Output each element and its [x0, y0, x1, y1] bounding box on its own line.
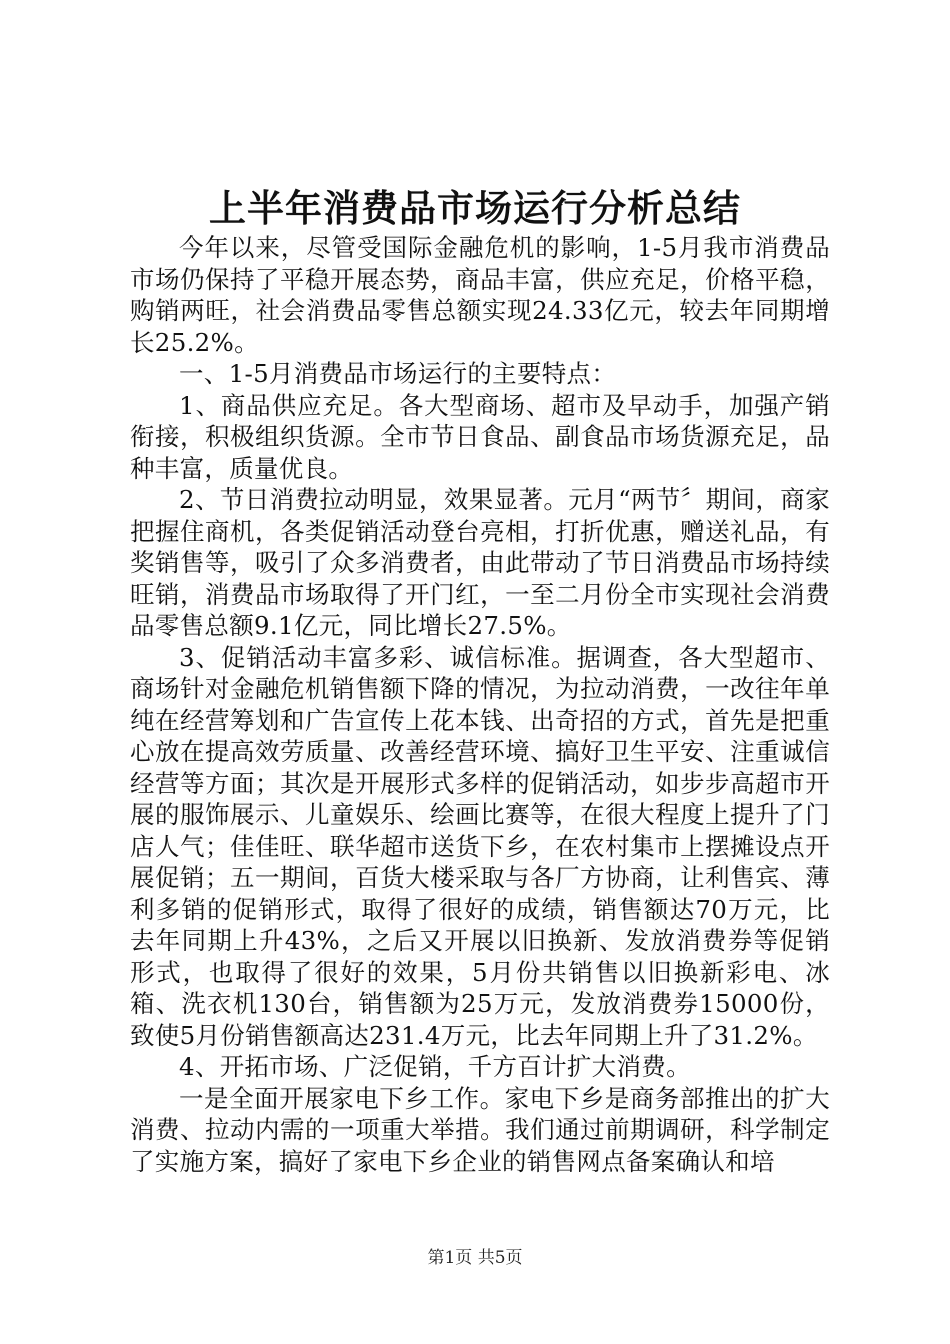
paragraph-section-heading: 一、1-5月消费品市场运行的主要特点： [179, 359, 617, 388]
paragraph-point-1: 1、商品供应充足。各大型商场、超市及早动手，加强产销衔接，积极组织货源。全市节日食品、副食品市场货源充足，品种丰富，质量优良。 [130, 390, 830, 483]
document-title: 上半年消费品市场运行分析总结 [209, 186, 741, 230]
paragraph-intro: 今年以来，尽管受国际金融危机的影响，1-5月我市消费品市场仍保持了平稳开展态势，商品丰富，供应充足，价格平稳，购销两旺，社会消费品零售总额实现24.33亿元，较去年同期增长25.2%。 [130, 233, 830, 357]
document-body [130, 232, 830, 1177]
paragraph-point-4: 4、开拓市场、广泛促销，千方百计扩大消费。 [179, 1052, 691, 1081]
paragraph-point-4-item-1: 一是全面开展家电下乡工作。家电下乡是商务部推出的扩大消费、拉动内需的一项重大举措。我们通过前期调研，科学制定了实施方案，搞好了家电下乡企业的销售网点备案确认和培 [130, 1083, 830, 1176]
page-footer: 第1页 共5页 [427, 1248, 523, 1268]
paragraph-point-3: 3、促销活动丰富多彩、诚信标准。据调查，各大型超市、商场针对金融危机销售额下降的情况，为拉动消费，一改往年单纯在经营筹划和广告宣传上花本钱、出奇招的方式，首先是把重心放在提高效劳质量、改善经营环境、搞好卫生平安、注重诚信经营等方面；其次是开展形式多样的促销活动，如步步高超市开展的服饰展示、儿童娱乐、绘画比赛等，在很大程度上提升了门店人气；佳佳旺、联华超市送货下乡，在农村集市上摆摊设点开展促销；五一期间，百货大楼采取与各厂方协商，让利售宾、薄利多销的促销形式，取得了很好的成绩，销售额达70万元，比去年同期上升43%，之后又开展以旧换新、发放消费券等促销形式，也取得了很好的效果，5月份共销售以旧换新彩电、冰箱、洗衣机130台，销售额为25万元，发放消费券15000份，致使5月份销售额高达231.4万元，比去年同期上升了31.2%。 [130, 642, 830, 1050]
paragraph-point-2: 2、节日消费拉动明显，效果显著。元月“两节〞期间，商家把握住商机，各类促销活动登台亮相，打折优惠，赠送礼品，有奖销售等，吸引了众多消费者，由此带动了节日消费品市场持续旺销，消费品市场取得了开门红，一至二月份全市实现社会消费品零售总额9.1亿元，同比增长27.5%。 [130, 485, 830, 640]
